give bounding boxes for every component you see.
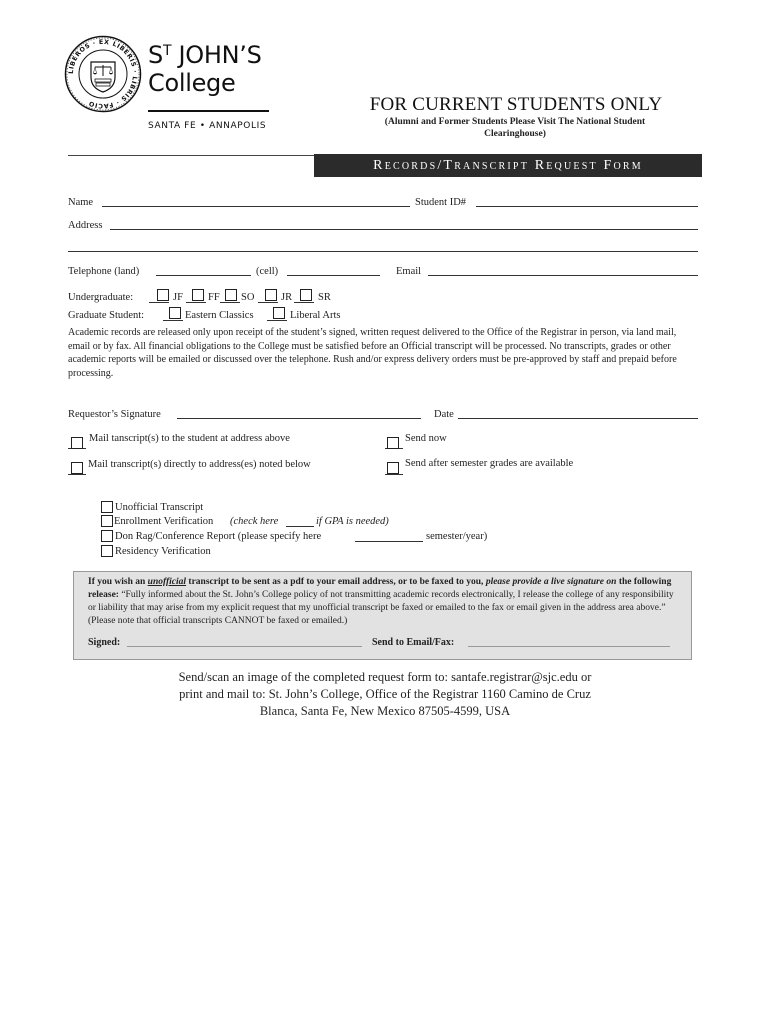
address-field-line2[interactable]: [68, 251, 698, 252]
signed-field[interactable]: [127, 646, 362, 647]
eastern-classics-label: Eastern Classics: [185, 310, 254, 321]
date-label: Date: [434, 409, 454, 420]
send-now-label: Send now: [405, 433, 447, 444]
checkbox-underline: [149, 302, 169, 303]
page-subtitle: (Alumni and Former Students Please Visit The National Student Clearinghouse): [384, 117, 646, 139]
residency-verification-checkbox[interactable]: [101, 545, 113, 557]
gpa-note-start: (check here: [230, 516, 279, 527]
enrollment-verification-checkbox[interactable]: [101, 515, 113, 527]
college-name-line2: College: [148, 69, 236, 97]
ff-checkbox[interactable]: [192, 289, 204, 301]
checkbox-underline: [267, 320, 287, 321]
college-name-line1: $S^T$ JOHN’S: [148, 41, 262, 69]
send-after-grades-label: Send after semester grades are available: [405, 458, 574, 469]
telephone-label: Telephone (land): [68, 266, 140, 277]
student-id-field[interactable]: [476, 206, 698, 207]
jr-checkbox[interactable]: [265, 289, 277, 301]
address-label: Address: [68, 220, 103, 231]
signed-label: Signed:: [88, 637, 121, 648]
footer-instructions: [100, 669, 670, 720]
checkbox-underline: [68, 474, 86, 475]
name-label: Name: [68, 197, 94, 208]
page-title: FOR CURRENT STUDENTS ONLY: [369, 94, 663, 115]
header-rule: [68, 155, 314, 156]
mail-direct-label: Mail transcript(s) directly to address(es) noted below: [88, 459, 311, 470]
don-rag-label: Don Rag/Conference Report (please specify here: [115, 531, 322, 542]
address-field-line1[interactable]: [110, 229, 698, 230]
email-label: Email: [396, 266, 422, 277]
cell-label: (cell): [256, 266, 279, 277]
gpa-check-field[interactable]: [286, 526, 314, 527]
jr-label: JR: [281, 292, 293, 303]
checkbox-underline: [385, 474, 403, 475]
college-seal-logo: [64, 35, 142, 113]
logo-rule: [148, 110, 269, 112]
footer-line1: Send/scan an image of the completed request form to: santafe.registrar@sjc.edu or: [178, 670, 592, 684]
so-label: SO: [241, 292, 255, 303]
liberal-arts-checkbox[interactable]: [273, 307, 285, 319]
send-to-field[interactable]: [468, 646, 670, 647]
eastern-classics-checkbox[interactable]: [169, 307, 181, 319]
enrollment-verification-label: Enrollment Verification: [114, 516, 214, 527]
semester-year-field[interactable]: [355, 541, 423, 542]
form-title-banner: Records/Transcript Request Form: [314, 154, 702, 177]
telephone-field[interactable]: [156, 275, 251, 276]
undergraduate-label: Undergraduate:: [68, 292, 134, 303]
residency-verification-label: Residency Verification: [115, 546, 211, 557]
requestor-signature-field[interactable]: [177, 418, 421, 419]
email-field[interactable]: [428, 275, 698, 276]
mail-to-student-label: Mail tanscript(s) to the student at address above: [89, 433, 290, 444]
seal-motto: LIBEROS · EX LIBERIS · LIBRIS · FACIO: [67, 38, 139, 110]
mail-direct-checkbox[interactable]: [71, 462, 83, 474]
campuses-label: SANTA FE • ANNAPOLIS: [148, 121, 267, 131]
policy-paragraph: Academic records are released only upon receipt of the student’s signed, written request delivered to the Office of the Registrar in person, via land mail, email or by fax. All financial obligations to the College must be satisfied before an Official transcript will be processed. No transcripts, grades or other academic reports will be emailed or discussed over the telephone. Rush and/or express delivery orders must be pre-approved by staff and prepaid before processing.: [68, 327, 677, 379]
student-id-label: Student ID#: [415, 197, 467, 208]
semester-year-label: semester/year): [426, 531, 488, 542]
checkbox-underline: [186, 302, 206, 303]
unofficial-transcript-checkbox[interactable]: [101, 501, 113, 513]
liberal-arts-label: Liberal Arts: [290, 310, 341, 321]
jf-label: JF: [173, 292, 183, 303]
name-field[interactable]: [102, 206, 410, 207]
checkbox-underline: [163, 320, 183, 321]
checkbox-underline: [220, 302, 240, 303]
mail-to-student-checkbox[interactable]: [71, 437, 83, 449]
graduate-label: Graduate Student:: [68, 310, 145, 321]
gpa-note-end: if GPA is needed): [316, 516, 389, 527]
release-text: If you wish an unofficial transcript to be sent as a pdf to your email address, or to be faxed to you, please provide a live signature on the following release: “Fully informed about the St. John’s College policy of not transmitting academic records electronically, I release the college of any responsibility or liability that may arise from my explicit request that my unofficial transcript be faxed or emailed to the fax or email given in the address area above.” (Please note that official transcripts CANNOT be faxed or emailed.): [88, 577, 674, 626]
send-now-checkbox[interactable]: [387, 437, 399, 449]
unofficial-transcript-label: Unofficial Transcript: [115, 502, 204, 513]
sr-checkbox[interactable]: [300, 289, 312, 301]
requestor-signature-label: Requestor’s Signature: [68, 409, 161, 420]
send-to-label: Send to Email/Fax:: [372, 637, 455, 648]
jf-checkbox[interactable]: [157, 289, 169, 301]
ff-label: FF: [208, 292, 220, 303]
so-checkbox[interactable]: [225, 289, 237, 301]
send-after-grades-checkbox[interactable]: [387, 462, 399, 474]
cell-field[interactable]: [287, 275, 380, 276]
checkbox-underline: [294, 302, 314, 303]
date-field[interactable]: [458, 418, 698, 419]
footer-line3: Blanca, Santa Fe, New Mexico 87505-4599, USA: [259, 704, 511, 718]
don-rag-checkbox[interactable]: [101, 530, 113, 542]
footer-line2: print and mail to: St. John’s College, Office of the Registrar 1160 Camino de Cruz: [179, 687, 591, 701]
checkbox-underline: [258, 302, 278, 303]
sr-label: SR: [318, 292, 331, 303]
